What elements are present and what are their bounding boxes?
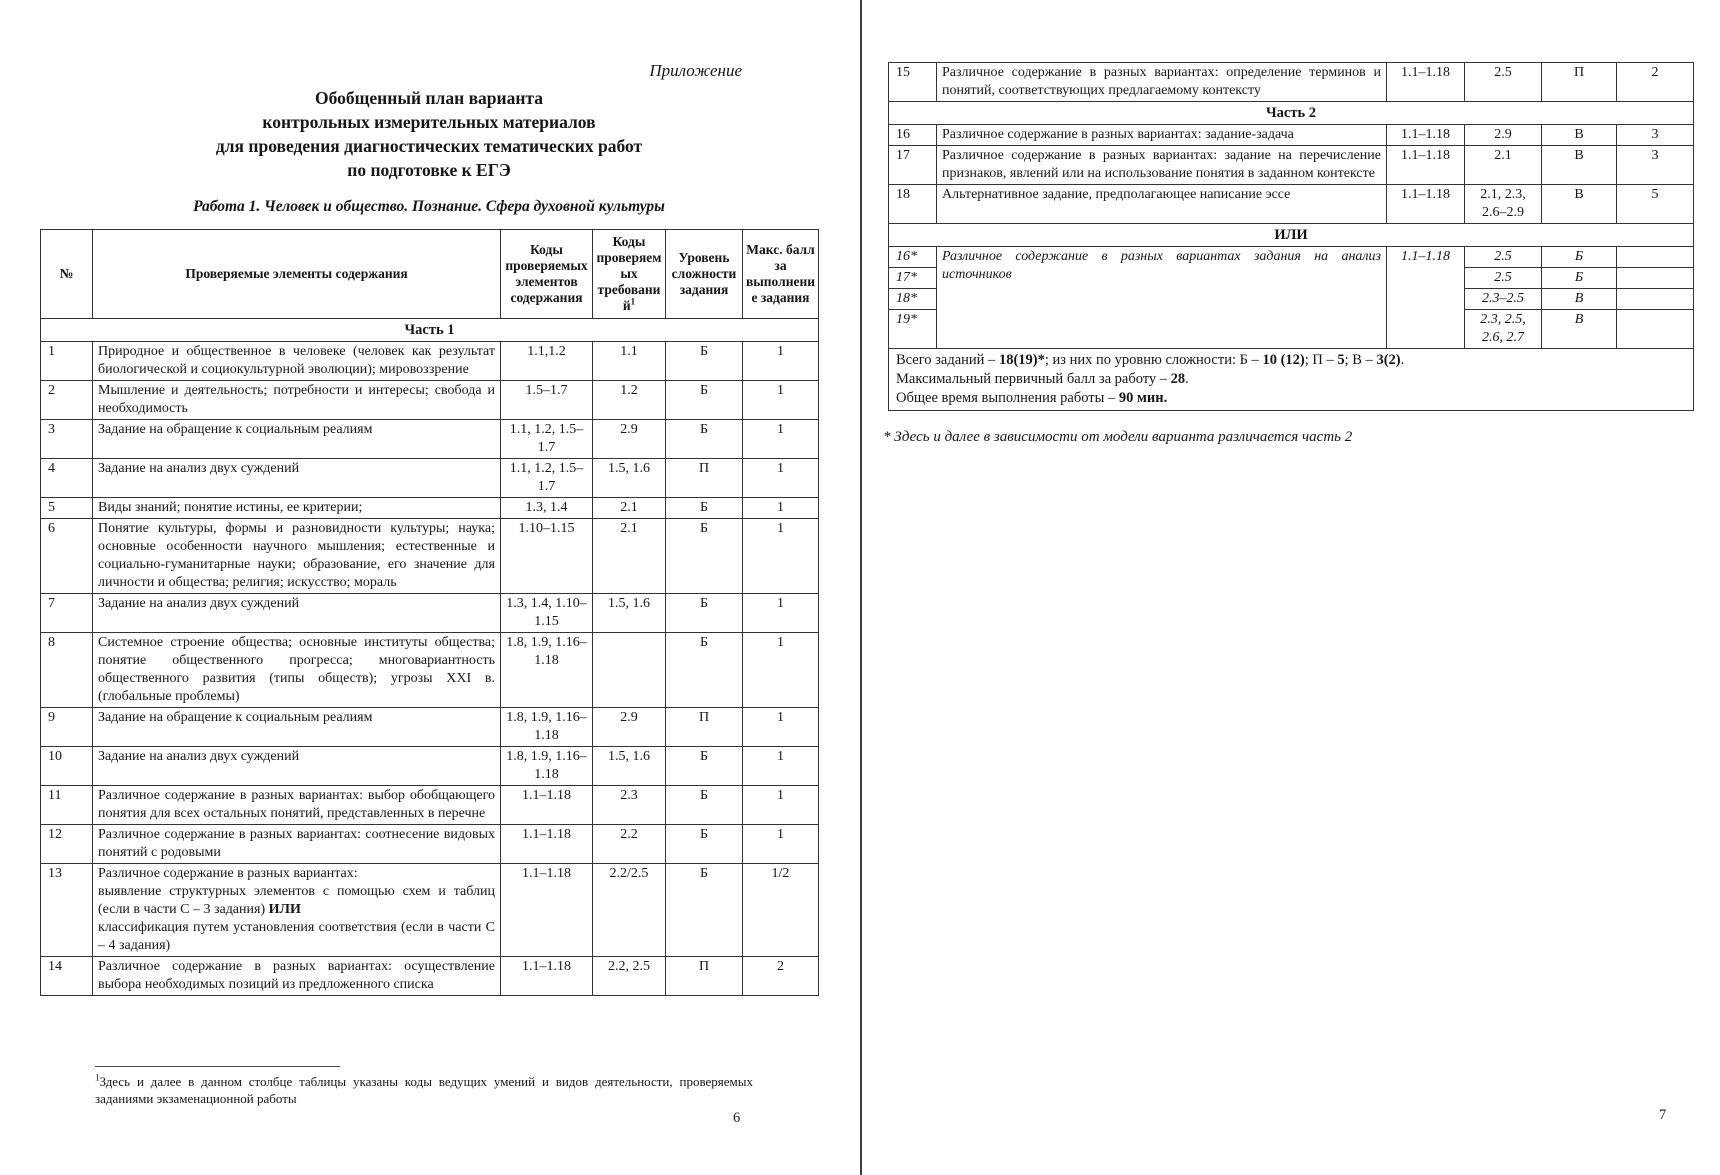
table-row-9 <box>41 708 819 747</box>
table-header <box>41 230 819 319</box>
summary-bold: 3(2) <box>1376 352 1401 368</box>
table-row-18 <box>889 185 1694 224</box>
cell-content: Различное содержание в разных вариантах: выбор обобщающего понятия для всех остальных понятий, представленных в перечне <box>93 786 501 825</box>
cell-difficulty: П <box>666 957 743 996</box>
cell-max-score: 1 <box>743 747 819 786</box>
cell-max-score: 1 <box>743 519 819 594</box>
table-row-8 <box>41 633 819 708</box>
cell-requirement-codes: 2.2, 2.5 <box>593 957 666 996</box>
cell-max-score: 1 <box>743 342 819 381</box>
cell-max-score <box>1617 310 1694 349</box>
cell-max-score: 5 <box>1617 185 1694 224</box>
cell-requirement-codes: 2.1 <box>1465 146 1542 185</box>
cell-content-codes: 1.8, 1.9, 1.16–1.18 <box>501 633 593 708</box>
cell-task-number: 10 <box>41 747 93 786</box>
cell-task-number: 17* <box>889 268 937 289</box>
document-title <box>40 86 818 182</box>
summary-row <box>889 349 1694 411</box>
cell-content-codes: 1.1,1.2 <box>501 342 593 381</box>
cell-requirement-codes: 2.1 <box>593 519 666 594</box>
cell-requirement-codes: 2.1, 2.3, 2.6–2.9 <box>1465 185 1542 224</box>
cell-content: Задание на анализ двух суждений <box>93 594 501 633</box>
cell-content: Задание на обращение к социальным реалиям <box>93 420 501 459</box>
cell-content: Различное содержание в разных вариантах: задание на перечисление признаков, явлений или на использование понятия в заданном контексте <box>937 146 1387 185</box>
cell-requirement-codes: 2.9 <box>1465 125 1542 146</box>
cell-task-number: 6 <box>41 519 93 594</box>
summary-bold: 10 (12) <box>1262 352 1305 368</box>
cell-task-number: 12 <box>41 825 93 864</box>
cell-difficulty: Б <box>666 519 743 594</box>
header-number: № <box>41 230 93 319</box>
header-requirement-codes-text: Коды проверяемых требований <box>596 234 662 313</box>
footnote-marker: 1 <box>630 296 636 307</box>
cell-max-score: 1 <box>743 786 819 825</box>
cell-content: Природное и общественное в человеке (человек как результат биологической и социокультурной эволюции); мировоззрение <box>93 342 501 381</box>
title-line-1: Обобщенный план варианта <box>315 88 543 108</box>
cell-task-number: 9 <box>41 708 93 747</box>
summary-bold: 90 мин. <box>1118 390 1168 406</box>
header-row <box>41 230 819 319</box>
title-line-2: контрольных измерительных материалов <box>262 112 596 132</box>
row13-line2: выявление структурных элементов с помощью схем и таблиц (если в части С – 3 задания) <box>98 884 495 917</box>
page-number-6: 6 <box>733 1110 741 1126</box>
cell-content-codes: 1.1–1.18 <box>1387 146 1465 185</box>
table-row-2 <box>41 381 819 420</box>
cell-requirement-codes: 2.2/2.5 <box>593 864 666 957</box>
cell-max-score: 1 <box>743 420 819 459</box>
cell-max-score <box>1617 268 1694 289</box>
table-row-12 <box>41 825 819 864</box>
cell-difficulty: П <box>1542 63 1617 102</box>
summary-line-max-score <box>896 370 1686 389</box>
cell-requirement-codes: 1.5, 1.6 <box>593 747 666 786</box>
table-row-5 <box>41 498 819 519</box>
cell-content-codes: 1.3, 1.4, 1.10–1.15 <box>501 594 593 633</box>
table-row-1 <box>41 342 819 381</box>
cell-content-codes: 1.1–1.18 <box>501 864 593 957</box>
work-title: Работа 1. Человек и общество. Познание. Сфера духовной культуры <box>193 198 665 215</box>
page-divider <box>860 0 862 1175</box>
cell-difficulty: Б <box>666 786 743 825</box>
summary-text: ; из них по уровню сложности: Б – <box>1044 352 1263 368</box>
cell-content-codes: 1.1, 1.2, 1.5–1.7 <box>501 420 593 459</box>
cell-task-number: 15 <box>889 63 937 102</box>
cell-content: Задание на анализ двух суждений <box>93 747 501 786</box>
cell-task-number: 18 <box>889 185 937 224</box>
cell-difficulty: Б <box>666 633 743 708</box>
summary-text: ; П – <box>1304 352 1338 368</box>
footnote-separator <box>95 1066 340 1067</box>
cell-requirement-codes: 2.3, 2.5, 2.6, 2.7 <box>1465 310 1542 349</box>
cell-max-score: 1 <box>743 459 819 498</box>
row13-or-bold: ИЛИ <box>268 902 301 917</box>
cell-task-number: 16 <box>889 125 937 146</box>
page-7 <box>863 0 1720 1175</box>
cell-task-number: 8 <box>41 633 93 708</box>
plan-table-part1 <box>40 229 819 996</box>
summary-line-total <box>896 351 1686 370</box>
cell-difficulty: П <box>666 708 743 747</box>
table-row-16 <box>889 125 1694 146</box>
cell-task-number: 13 <box>41 864 93 957</box>
cell-difficulty: Б <box>1542 268 1617 289</box>
cell-max-score: 1 <box>743 381 819 420</box>
cell-difficulty: Б <box>666 498 743 519</box>
header-difficulty: Уровень сложности задания <box>666 230 743 319</box>
cell-requirement-codes: 1.5, 1.6 <box>593 594 666 633</box>
footnote-text: Здесь и далее в данном столбце таблицы указаны коды ведущих умений и видов деятельности, проверяемых заданиями экзаменационной работы <box>95 1074 753 1106</box>
cell-requirement-codes: 2.9 <box>593 708 666 747</box>
row13-line3: классификация путем установления соответствия (если в части С – 4 задания) <box>98 920 495 953</box>
cell-content-codes: 1.8, 1.9, 1.16–1.18 <box>501 747 593 786</box>
cell-task-number: 7 <box>41 594 93 633</box>
table-row-11 <box>41 786 819 825</box>
section-part2-label: Часть 2 <box>889 102 1694 125</box>
cell-content <box>93 864 501 957</box>
cell-content-codes: 1.1–1.18 <box>1387 63 1465 102</box>
table-row-6 <box>41 519 819 594</box>
table-row-16star <box>889 247 1694 268</box>
cell-content-codes: 1.10–1.15 <box>501 519 593 594</box>
cell-requirement-codes: 2.5 <box>1465 268 1542 289</box>
header-content-codes: Коды проверяемых элементов содержания <box>501 230 593 319</box>
section-or-label: ИЛИ <box>889 224 1694 247</box>
cell-difficulty: Б <box>666 420 743 459</box>
summary-bold: 28 <box>1170 371 1186 387</box>
cell-task-number: 4 <box>41 459 93 498</box>
summary-cell <box>889 349 1694 411</box>
summary-bold: 5 <box>1337 352 1345 368</box>
cell-content: Альтернативное задание, предполагающее написание эссе <box>937 185 1387 224</box>
cell-content-codes: 1.3, 1.4 <box>501 498 593 519</box>
cell-task-number: 2 <box>41 381 93 420</box>
cell-max-score: 1 <box>743 825 819 864</box>
cell-difficulty: П <box>666 459 743 498</box>
cell-content-codes: 1.8, 1.9, 1.16–1.18 <box>501 708 593 747</box>
cell-requirement-codes: 1.2 <box>593 381 666 420</box>
table-row-14 <box>41 957 819 996</box>
cell-task-number: 3 <box>41 420 93 459</box>
header-max-score: Макс. балл за выполнение задания <box>743 230 819 319</box>
title-line-3: для проведения диагностических тематических работ <box>215 136 643 156</box>
section-part2 <box>889 102 1694 125</box>
cell-task-number: 5 <box>41 498 93 519</box>
cell-content: Различное содержание в разных вариантах: определение терминов и понятий, соответствующих предлагаемому контексту <box>937 63 1387 102</box>
cell-max-score: 2 <box>743 957 819 996</box>
cell-task-number: 14 <box>41 957 93 996</box>
cell-difficulty: Б <box>1542 247 1617 268</box>
cell-content-codes: 1.1–1.18 <box>501 957 593 996</box>
cell-content: Различное содержание в разных вариантах: задание-задача <box>937 125 1387 146</box>
cell-difficulty: В <box>1542 125 1617 146</box>
appendix-label: Приложение <box>649 61 742 80</box>
summary-line-time <box>896 389 1686 408</box>
cell-max-score: 3 <box>1617 146 1694 185</box>
cell-content-codes: 1.1–1.18 <box>501 825 593 864</box>
cell-content: Понятие культуры, формы и разновидности культуры; наука; основные особенности научного мышления; естественные и социально-гуманитарные науки; образование, его значение для личности и общества; религия; искусство; мораль <box>93 519 501 594</box>
cell-content: Различное содержание в разных вариантах: соотнесение видовых понятий с родовыми <box>93 825 501 864</box>
table-row-15 <box>889 63 1694 102</box>
cell-max-score <box>1617 247 1694 268</box>
cell-content-starred: Различное содержание в разных вариантах задания на анализ источников <box>937 247 1387 349</box>
cell-requirement-codes <box>593 633 666 708</box>
cell-requirement-codes: 2.3 <box>593 786 666 825</box>
cell-requirement-codes: 2.3–2.5 <box>1465 289 1542 310</box>
footnote-marker: 1 <box>95 1072 100 1083</box>
summary-bold: 18(19)* <box>998 352 1045 368</box>
row13-line1: Различное содержание в разных вариантах: <box>98 866 358 881</box>
summary-text: Всего заданий – <box>896 352 999 368</box>
cell-task-number: 1 <box>41 342 93 381</box>
cell-max-score: 1 <box>743 708 819 747</box>
cell-requirement-codes: 1.5, 1.6 <box>593 459 666 498</box>
section-part1-label: Часть 1 <box>41 319 819 342</box>
cell-task-number: 11 <box>41 786 93 825</box>
footnote <box>95 1074 753 1107</box>
table-row-4 <box>41 459 819 498</box>
cell-max-score <box>1617 289 1694 310</box>
summary-text: Максимальный первичный балл за работу – <box>896 371 1171 387</box>
plan-table-part2 <box>888 62 1694 411</box>
cell-requirement-codes: 2.5 <box>1465 247 1542 268</box>
cell-difficulty: В <box>1542 310 1617 349</box>
cell-difficulty: Б <box>666 864 743 957</box>
section-or <box>889 224 1694 247</box>
cell-content-codes: 1.5–1.7 <box>501 381 593 420</box>
summary-text: Общее время выполнения работы – <box>896 390 1119 406</box>
title-line-4: по подготовке к ЕГЭ <box>347 160 511 180</box>
cell-difficulty: В <box>1542 185 1617 224</box>
summary-text: . <box>1400 352 1405 368</box>
table-row-13 <box>41 864 819 957</box>
cell-task-number: 19* <box>889 310 937 349</box>
header-requirement-codes <box>593 230 666 319</box>
cell-content-codes: 1.1–1.18 <box>1387 185 1465 224</box>
summary-text: ; В – <box>1344 352 1377 368</box>
cell-difficulty: В <box>1542 289 1617 310</box>
cell-content: Системное строение общества; основные институты общества; понятие общественного прогресса; многовариантность общественного развития (типы обществ); угрозы XXI в. (глобальные проблемы) <box>93 633 501 708</box>
cell-content-codes: 1.1–1.18 <box>1387 247 1465 349</box>
star-note: * Здесь и далее в зависимости от модели варианта различается часть 2 <box>883 429 1353 445</box>
cell-content: Мышление и деятельность; потребности и интересы; свобода и необходимость <box>93 381 501 420</box>
table-row-7 <box>41 594 819 633</box>
cell-requirement-codes: 1.1 <box>593 342 666 381</box>
cell-task-number: 17 <box>889 146 937 185</box>
cell-content: Виды знаний; понятие истины, ее критерии; <box>93 498 501 519</box>
cell-requirement-codes: 2.1 <box>593 498 666 519</box>
cell-difficulty: В <box>1542 146 1617 185</box>
summary-text: . <box>1185 371 1189 387</box>
cell-content-codes: 1.1–1.18 <box>501 786 593 825</box>
cell-difficulty: Б <box>666 342 743 381</box>
cell-content-codes: 1.1–1.18 <box>1387 125 1465 146</box>
table-row-17 <box>889 146 1694 185</box>
cell-max-score: 1 <box>743 498 819 519</box>
cell-difficulty: Б <box>666 594 743 633</box>
table-row-3 <box>41 420 819 459</box>
cell-content: Задание на анализ двух суждений <box>93 459 501 498</box>
header-content-elements: Проверяемые элементы содержания <box>93 230 501 319</box>
table-row-10 <box>41 747 819 786</box>
cell-task-number: 16* <box>889 247 937 268</box>
page-number-7: 7 <box>1659 1107 1667 1123</box>
cell-requirement-codes: 2.5 <box>1465 63 1542 102</box>
cell-content-codes: 1.1, 1.2, 1.5–1.7 <box>501 459 593 498</box>
cell-content: Задание на обращение к социальным реалиям <box>93 708 501 747</box>
section-part1 <box>41 319 819 342</box>
cell-difficulty: Б <box>666 381 743 420</box>
cell-content: Различное содержание в разных вариантах: осуществление выбора необходимых позиций из предложенного списка <box>93 957 501 996</box>
cell-requirement-codes: 2.9 <box>593 420 666 459</box>
cell-task-number: 18* <box>889 289 937 310</box>
cell-max-score: 1 <box>743 633 819 708</box>
cell-max-score: 3 <box>1617 125 1694 146</box>
cell-max-score: 1 <box>743 594 819 633</box>
cell-requirement-codes: 2.2 <box>593 825 666 864</box>
cell-difficulty: Б <box>666 825 743 864</box>
cell-max-score: 1/2 <box>743 864 819 957</box>
cell-max-score: 2 <box>1617 63 1694 102</box>
cell-difficulty: Б <box>666 747 743 786</box>
